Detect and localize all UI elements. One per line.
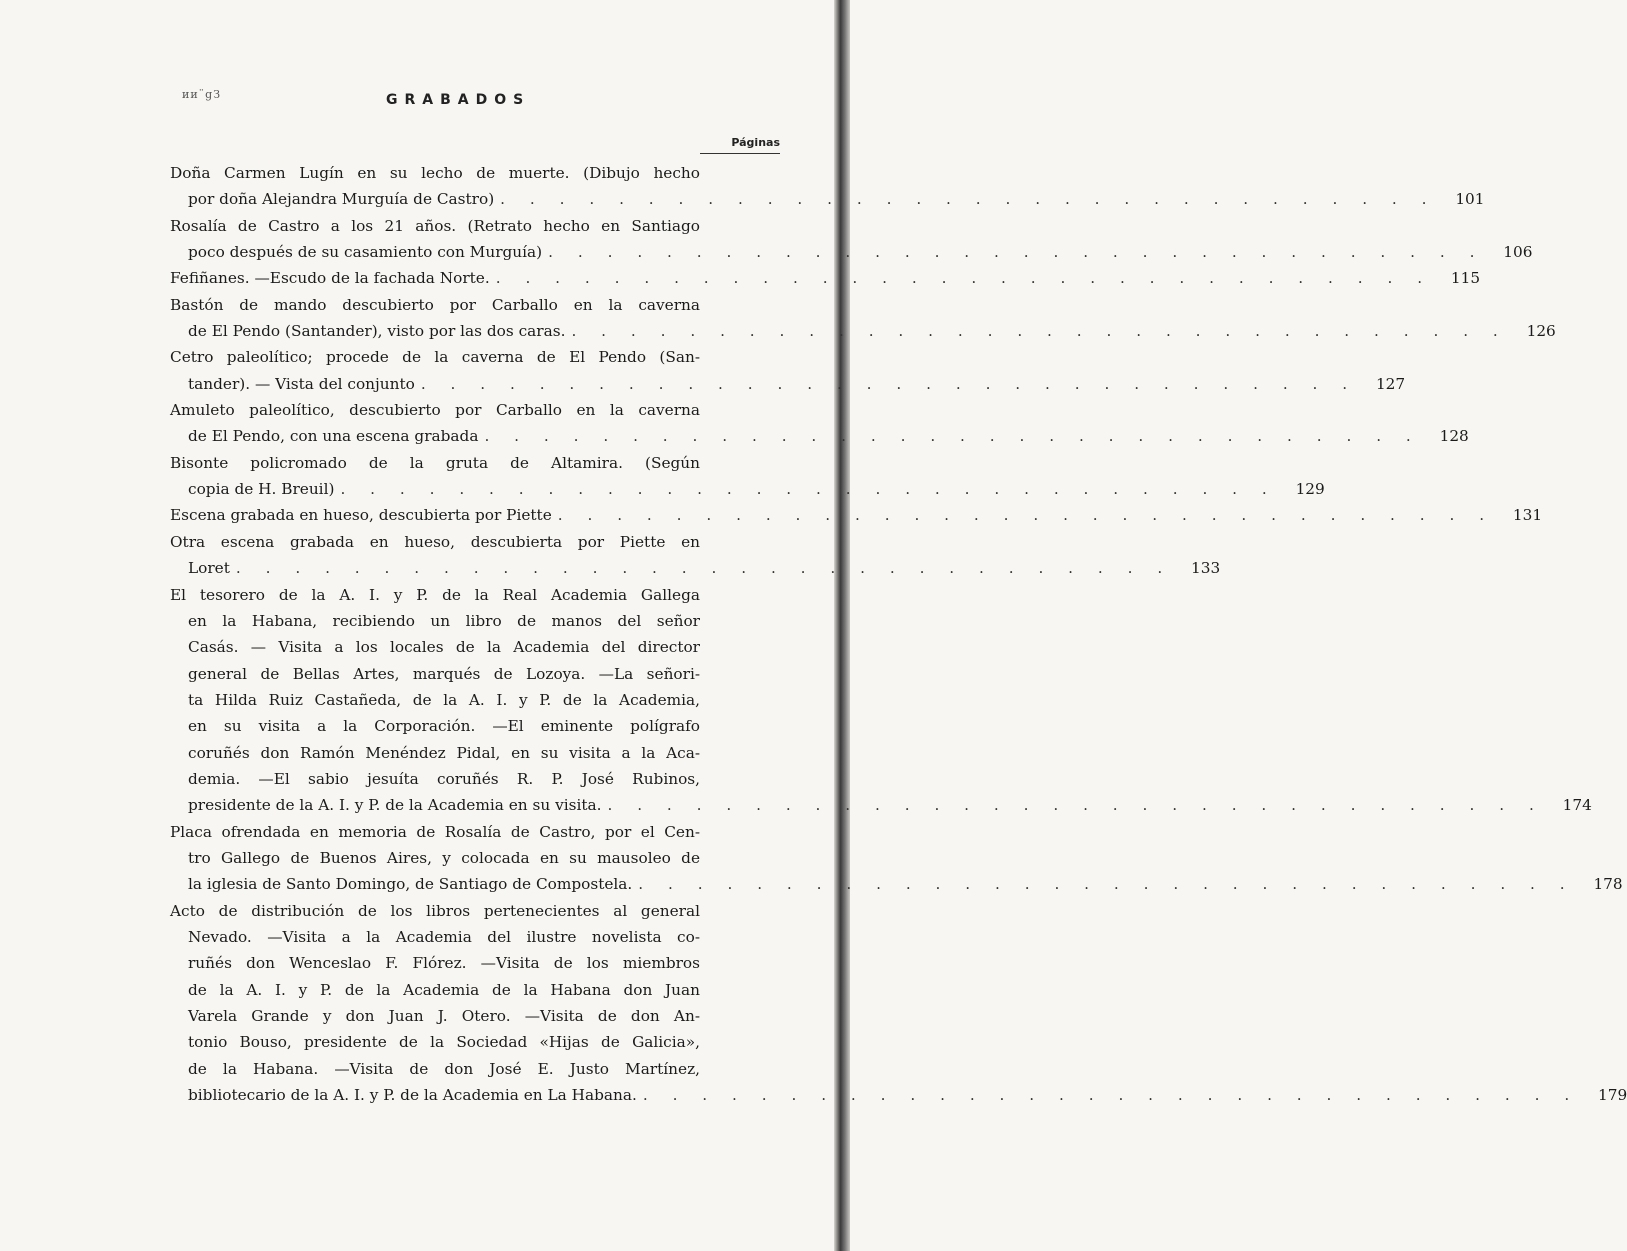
dot-leader: . . . . . . . . . . . . . . . . . . . . . . . . . . . . . . . . — [638, 875, 1575, 894]
entry-text: Bastón de mando descubierto por Carballo en la caverna — [170, 295, 700, 314]
entry-line — [170, 849, 780, 875]
dot-leader: . . . . . . . . . . . . . . . . . . . . . . . . . . . . . . . . — [340, 480, 1277, 499]
dot-leader: . . . . . . . . . . . . . . . . . . . . . . . . . . . . . . . . — [235, 559, 1173, 578]
entry-line — [170, 190, 1485, 216]
list-item — [170, 532, 1221, 586]
entry-line — [170, 401, 780, 427]
entry-text: poco después de su casamiento con Murguía) — [188, 243, 543, 262]
entry-line — [170, 559, 1221, 585]
entry-text: Acto de distribución de los libros pertenecientes al general — [170, 901, 700, 920]
entry-line — [170, 506, 1543, 532]
entry-text: de El Pendo, con una escena grabada — [188, 427, 479, 446]
entry-text: coruñés don Ramón Menéndez Pidal, en su visita a la Aca- — [188, 743, 700, 762]
pages-column-label: Páginas — [731, 136, 780, 149]
entry-line — [170, 691, 780, 717]
entry-text: Cetro paleolítico; procede de la caverna de El Pendo (San- — [170, 348, 700, 367]
entry-text: ruñés don Wenceslao F. Flórez. —Visita de los miembros — [188, 954, 700, 973]
entry-text: en su visita a la Corporación. —El eminente polígrafo — [188, 717, 700, 736]
entry-line — [170, 612, 780, 638]
list-item — [170, 269, 1481, 295]
entry-line — [170, 1033, 780, 1059]
entry-text: tonio Bouso, presidente de la Sociedad «Hijas de Galicia», — [188, 1033, 700, 1052]
dot-leader: . . . . . . . . . . . . . . . . . . . . . . . . . . . . . . . . — [571, 322, 1508, 341]
entry-line — [170, 586, 780, 612]
entry-line — [170, 770, 780, 796]
entry-text: Casás. — Visita a los locales de la Academia del director — [188, 638, 700, 657]
dot-leader: . . . . . . . . . . . . . . . . . . . . . . . . . . . . . . . . — [557, 506, 1495, 525]
entry-line — [170, 902, 780, 928]
entry-line — [170, 164, 780, 190]
list-item — [170, 901, 1627, 1113]
page-number: 127 — [1375, 374, 1406, 393]
entry-line — [170, 875, 1623, 901]
page-number: 101 — [1455, 190, 1485, 209]
page-number: 115 — [1450, 269, 1481, 288]
entry-line — [170, 744, 780, 770]
page-number: 126 — [1526, 322, 1556, 341]
entry-text: Nevado. —Visita a la Academia del ilustre novelista co- — [188, 927, 700, 946]
entry-line — [170, 1060, 780, 1086]
page-number: 106 — [1503, 243, 1533, 262]
section-heading: GRABADOS — [386, 92, 531, 108]
entry-text: Rosalía de Castro a los 21 años. (Retrato hecho en Santiago — [170, 216, 700, 235]
entry-line — [170, 454, 780, 480]
page-number: 178 — [1593, 875, 1623, 894]
entry-text: Varela Grande y don Juan J. Otero. —Visita de don An- — [188, 1007, 700, 1025]
entry-line — [170, 374, 1406, 401]
list-item — [170, 506, 1543, 532]
entry-line — [170, 322, 1556, 348]
dot-leader: . . . . . . . . . . . . . . . . . . . . . . . . . . . . . . . . — [420, 374, 1358, 393]
entry-line — [170, 269, 1481, 295]
page-edge-shadow — [834, 0, 850, 1251]
entry-text: tander). — Vista del conjunto — [188, 374, 415, 393]
entry-line — [170, 480, 1325, 506]
entry-text: Bisonte policromado de la gruta de Altamira. (Según — [170, 453, 700, 472]
entry-text: El tesorero de la A. I. y P. de la Real Academia Gallega — [170, 585, 700, 604]
page-number: 174 — [1562, 796, 1592, 815]
dot-leader: . . . . . . . . . . . . . . . . . . . . . . . . . . . . . . . . — [495, 269, 1433, 288]
list-item — [170, 295, 1556, 349]
list-item — [170, 164, 1485, 217]
list-item — [170, 822, 1623, 902]
entry-line — [170, 217, 780, 243]
entry-line — [170, 1007, 780, 1033]
entry-text: ta Hilda Ruiz Castañeda, de la A. I. y P. de la Academia, — [188, 690, 700, 709]
entry-line — [170, 243, 1533, 269]
entry-text: Escena grabada en hueso, descubierta por Piette — [170, 506, 552, 525]
entry-text: de la Habana. —Visita de don José E. Justo Martínez, — [188, 1059, 700, 1078]
entry-line — [170, 717, 780, 743]
dot-leader: . . . . . . . . . . . . . . . . . . . . . . . . . . . . . . . . — [500, 190, 1437, 209]
entry-text: copia de H. Breuil) — [188, 480, 335, 499]
page-number: 179 — [1597, 1086, 1627, 1105]
entry-text: la iglesia de Santo Domingo, de Santiago de Compostela. — [188, 875, 633, 894]
entry-text: Otra escena grabada en hueso, descubierta por Piette en — [170, 532, 700, 551]
page-number: 129 — [1295, 480, 1325, 499]
page-number: 128 — [1439, 427, 1469, 446]
page-number: 131 — [1512, 506, 1543, 525]
entry-text: Loret — [188, 559, 230, 578]
list-item — [170, 585, 1592, 823]
entry-text: Fefiñanes. —Escudo de la fachada Norte. — [170, 269, 490, 288]
entry-text: Amuleto paleolítico, descubierto por Carballo en la caverna — [170, 401, 700, 420]
list-item — [170, 216, 1533, 270]
entry-line — [170, 823, 780, 849]
illustrations-list — [170, 164, 1627, 1112]
entry-line — [170, 981, 780, 1007]
entry-line — [170, 348, 780, 374]
entry-line — [170, 1086, 1627, 1112]
entry-text: por doña Alejandra Murguía de Castro) — [188, 190, 495, 209]
list-item — [170, 453, 1325, 507]
page-number: 133 — [1191, 559, 1221, 578]
column-rule — [700, 153, 780, 154]
entry-text: en la Habana, recibiendo un libro de manos del señor — [188, 611, 700, 630]
entry-text: de El Pendo (Santander), visto por las dos caras. — [188, 322, 566, 341]
entry-line — [170, 796, 1592, 822]
entry-text: bibliotecario de la A. I. y P. de la Academia en La Habana. — [188, 1086, 637, 1105]
entry-text: tro Gallego de Buenos Aires, y colocada en su mausoleo de — [188, 848, 700, 867]
entry-text: demia. —El sabio jesuíta coruñés R. P. José Rubinos, — [188, 769, 700, 788]
entry-text: de la A. I. y P. de la Academia de la Habana don Juan — [188, 980, 700, 999]
list-item — [170, 401, 1469, 454]
entry-line — [170, 638, 780, 664]
corner-mark: ии¨gЗ — [182, 88, 222, 101]
entry-line — [170, 928, 780, 954]
entry-text: presidente de la A. I. y P. de la Academia en su visita. — [188, 796, 602, 815]
dot-leader: . . . . . . . . . . . . . . . . . . . . . . . . . . . . . . . . — [607, 796, 1544, 815]
entry-line — [170, 427, 1469, 453]
dot-leader: . . . . . . . . . . . . . . . . . . . . . . . . . . . . . . . . — [642, 1086, 1580, 1105]
entry-text: Doña Carmen Lugín en su lecho de muerte. (Dibujo hecho — [170, 164, 700, 182]
entry-text: Placa ofrendada en memoria de Rosalía de Castro, por el Cen- — [170, 822, 700, 841]
entry-line — [170, 954, 780, 980]
dot-leader: . . . . . . . . . . . . . . . . . . . . . . . . . . . . . . . . — [548, 243, 1485, 262]
entry-line — [170, 665, 780, 691]
dot-leader: . . . . . . . . . . . . . . . . . . . . . . . . . . . . . . . . — [484, 427, 1421, 446]
entry-line — [170, 533, 780, 559]
entry-text: general de Bellas Artes, marqués de Lozoya. —La señori- — [188, 664, 700, 683]
entry-line — [170, 296, 780, 322]
list-item — [170, 348, 1406, 401]
